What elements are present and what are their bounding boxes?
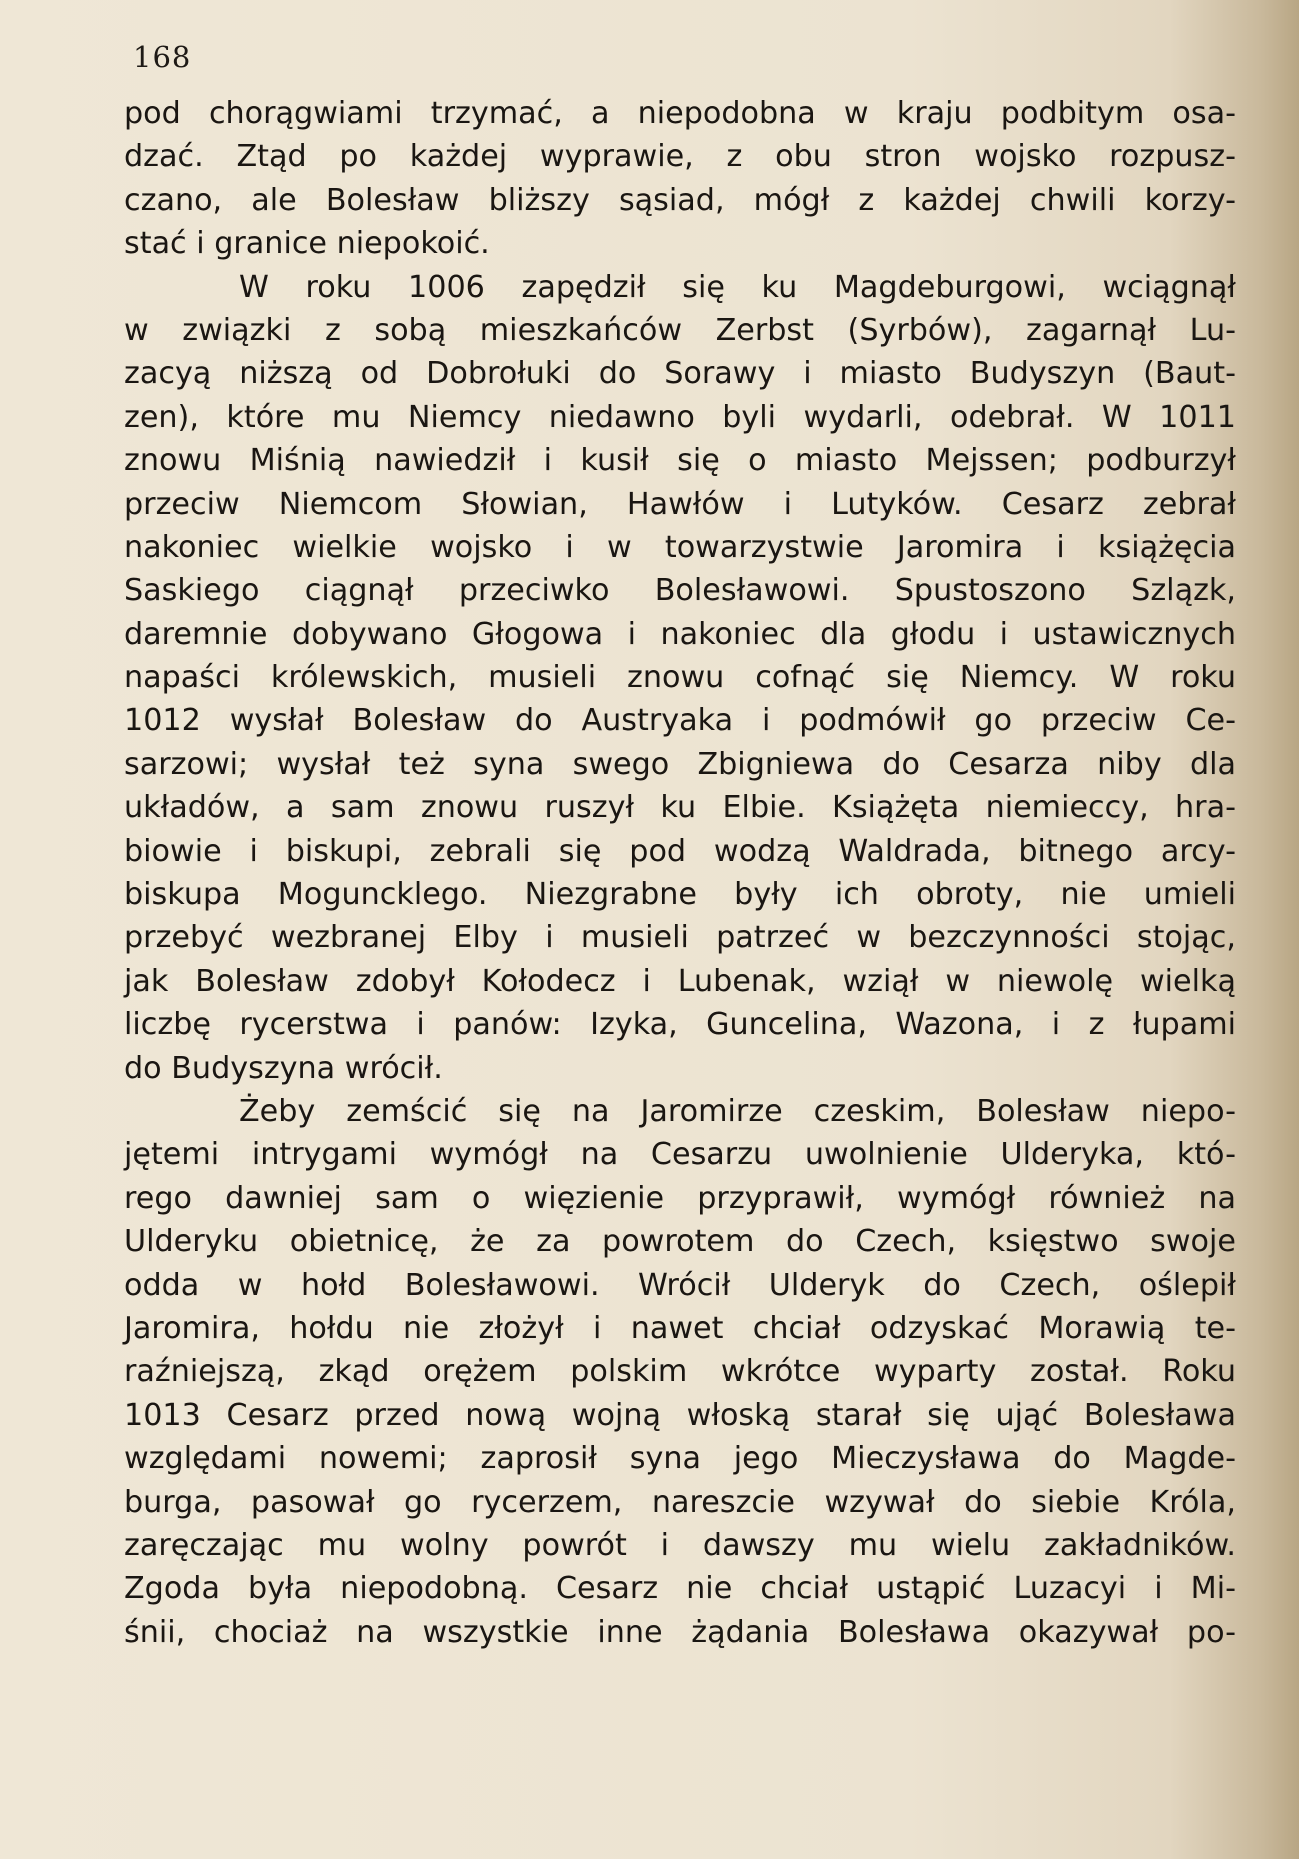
- text-line: W roku 1006 zapędził się ku Magdeburgowi, wciągnął: [239, 269, 1236, 305]
- text-line: zen), które mu Niemcy niedawno byli wydarli, odebrał. W 1011: [124, 399, 1236, 435]
- text-line: dzać. Ztąd po każdej wyprawie, z obu stron wojsko rozpusz-: [124, 139, 1236, 175]
- text-line: znowu Miśnią nawiedził i kusił się o miasto Mejssen; podburzył: [124, 443, 1236, 479]
- text-line: śnii, chociaż na wszystkie inne żądania Bolesława okazywał po-: [124, 1614, 1236, 1650]
- text-line: 1012 wysłał Bolesław do Austryaka i podmówił go przeciw Ce-: [124, 703, 1236, 739]
- text-line: Saskiego ciągnął przeciwko Bolesławowi. Spustoszono Szlązk,: [124, 573, 1236, 609]
- text-line: czano, ale Bolesław bliższy sąsiad, mógł z każdej chwili korzy-: [124, 182, 1236, 218]
- text-line: względami nowemi; zaprosił syna jego Mieczysława do Magde-: [124, 1441, 1236, 1477]
- text-line: napaści królewskich, musieli znowu cofnąć się Niemcy. W roku: [124, 660, 1236, 696]
- page-number: 168: [133, 40, 192, 74]
- text-line: liczbę rycerstwa i panów: Izyka, Guncelina, Wazona, i z łupami: [124, 1007, 1236, 1043]
- text-line: rego dawniej sam o więzienie przyprawił, wymógł również na: [124, 1180, 1236, 1216]
- text-line: biowie i biskupi, zebrali się pod wodzą Waldrada, bitnego arcy-: [124, 833, 1236, 869]
- text-line: burga, pasował go rycerzem, nareszcie wzywał do siebie Króla,: [124, 1484, 1236, 1520]
- text-line: w związki z sobą mieszkańców Zerbst (Syrbów), zagarnął Lu-: [124, 312, 1236, 348]
- text-line: zacyą niższą od Dobrołuki do Sorawy i miasto Budyszyn (Baut-: [124, 356, 1236, 392]
- text-line: Zgoda była niepodobną. Cesarz nie chciał ustąpić Luzacyi i Mi-: [124, 1571, 1236, 1607]
- text-line: jak Bolesław zdobył Kołodecz i Lubenak, wziął w niewolę wielką: [124, 963, 1236, 999]
- text-line: 1013 Cesarz przed nową wojną włoską starał się ująć Bolesława: [124, 1397, 1236, 1433]
- text-line: Żeby zemścić się na Jaromirze czeskim, Bolesław niepo-: [239, 1093, 1236, 1129]
- text-line: daremnie dobywano Głogowa i nakoniec dla głodu i ustawicznych: [124, 616, 1236, 652]
- text-line: układów, a sam znowu ruszył ku Elbie. Książęta niemieccy, hra-: [124, 790, 1236, 826]
- text-line: jętemi intrygami wymógł na Cesarzu uwolnienie Ulderyka, któ-: [124, 1137, 1236, 1173]
- text-line: Jaromira, hołdu nie złożył i nawet chciał odzyskać Morawią te-: [124, 1310, 1236, 1346]
- text-line: sarzowi; wysłał też syna swego Zbigniewa do Cesarza niby dla: [124, 746, 1236, 782]
- text-line: przebyć wezbranej Elby i musieli patrzeć w bezczynności stojąc,: [124, 920, 1236, 956]
- text-line: stać i granice niepokoić.: [124, 226, 490, 262]
- text-line: do Budyszyna wrócił.: [124, 1050, 443, 1086]
- text-line: odda w hołd Bolesławowi. Wrócił Ulderyk do Czech, oślepił: [124, 1267, 1236, 1303]
- text-line: przeciw Niemcom Słowian, Hawłów i Lutyków. Cesarz zebrał: [124, 486, 1236, 522]
- text-line: pod chorągwiami trzymać, a niepodobna w kraju podbitym osa-: [124, 96, 1236, 131]
- text-line: biskupa Moguncklego. Niezgrabne były ich obroty, nie umieli: [124, 877, 1236, 913]
- text-line: raźniejszą, zkąd orężem polskim wkrótce wyparty został. Roku: [124, 1354, 1236, 1390]
- text-line: Ulderyku obietnicę, że za powrotem do Czech, księstwo swoje: [124, 1224, 1236, 1260]
- text-line: zaręczając mu wolny powrót i dawszy mu wielu zakładników.: [124, 1527, 1236, 1563]
- text-line: nakoniec wielkie wojsko i w towarzystwie Jaromira i książęcia: [124, 529, 1236, 565]
- body-text: [124, 92, 1236, 1654]
